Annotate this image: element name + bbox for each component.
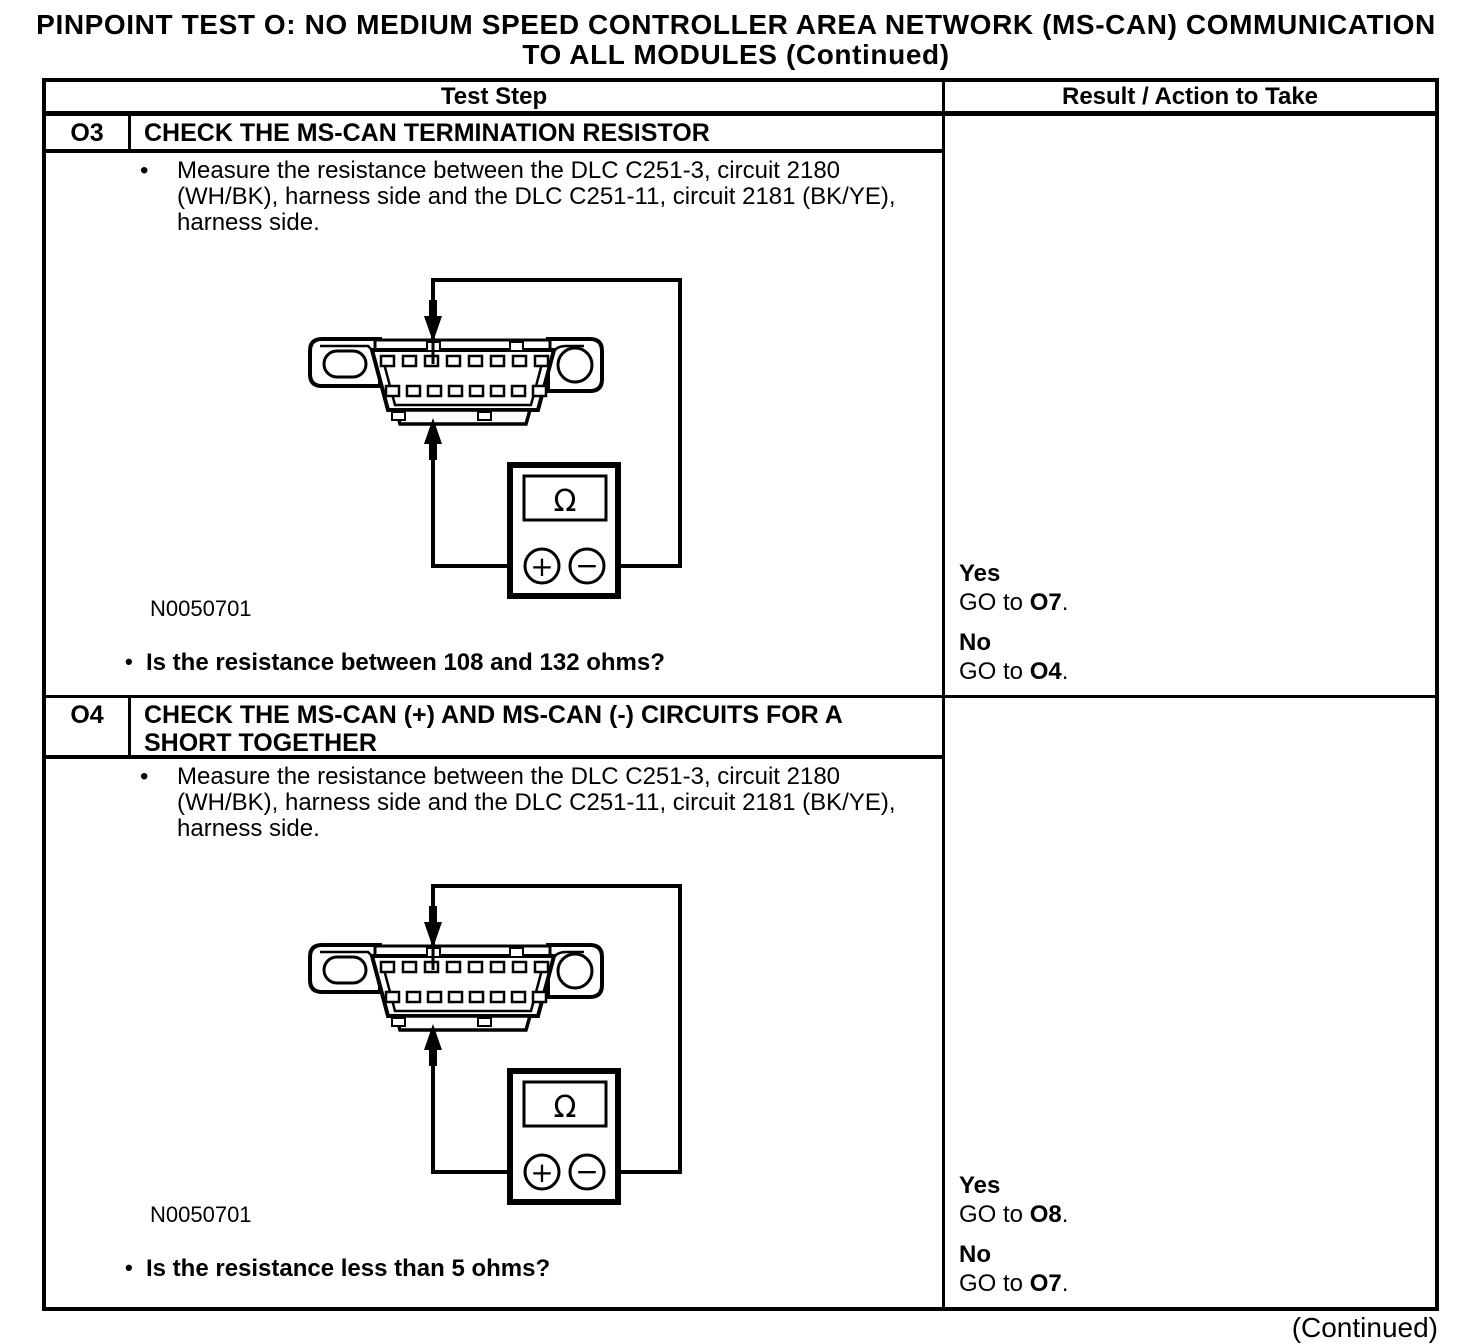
left-tab-slot-hole (324, 351, 366, 377)
page-title (0, 10, 1472, 70)
bullet-icon: • (125, 649, 133, 674)
ohmmeter (510, 1071, 618, 1202)
table-row (46, 695, 1435, 1307)
probe-body-top (429, 906, 437, 924)
table-row (46, 116, 1435, 695)
result-action: GO to O4. (959, 658, 1069, 685)
connector-bottom-lip (396, 1016, 530, 1030)
ohmmeter (510, 465, 618, 596)
bullet-icon: • (140, 763, 149, 790)
minus-terminal-icon: − (575, 549, 599, 582)
result-action: GO to O7. (959, 1270, 1069, 1297)
plus-terminal-icon: + (530, 550, 554, 583)
right-tab-screw-hole (558, 348, 592, 382)
left-tab-slot-hole (324, 957, 366, 983)
column-header-result: Result / Action to Take (1061, 82, 1319, 110)
pinpoint-test-table (42, 78, 1439, 1311)
table-header-row (46, 82, 1435, 116)
step-reference: O7 (1029, 1270, 1062, 1297)
minus-terminal-icon: − (575, 1155, 599, 1188)
question-item (46, 1255, 942, 1283)
result-action: GO to O8. (959, 1201, 1069, 1228)
dlc-connector (310, 339, 602, 424)
step-id-o3: O3 (46, 116, 131, 149)
result-no-group (959, 1240, 1427, 1298)
column-header-test-step: Test Step (46, 82, 945, 111)
figure-label: N0050701 (150, 596, 252, 621)
result-answer: No (959, 1241, 991, 1268)
test-step-cell-o3 (46, 116, 945, 695)
result-action: GO to O7. (959, 589, 1069, 616)
result-answer: No (959, 629, 991, 656)
ohm-symbol: Ω (553, 484, 577, 519)
page-title-line2: TO ALL MODULES (Continued) (522, 39, 950, 70)
step-label-row-o3 (46, 116, 942, 153)
plus-terminal-icon: + (530, 1156, 554, 1189)
ohm-symbol: Ω (553, 1090, 577, 1125)
probe-body-top (429, 300, 437, 318)
step-reference: O7 (1029, 589, 1062, 616)
figure-label: N0050701 (150, 1202, 252, 1227)
result-yes-group (959, 559, 1427, 617)
result-cell-o4 (945, 698, 1435, 1307)
result-answer: Yes (959, 1172, 1001, 1199)
bullet-icon: • (125, 1255, 133, 1280)
step-title-o4: CHECK THE MS-CAN (+) AND MS-CAN (-) CIRCUITS FOR A SHORT TOGETHER (144, 701, 842, 757)
step-label-row-o4 (46, 698, 942, 759)
step-body-o4 (46, 759, 942, 1307)
question-item (46, 649, 942, 677)
right-tab-screw-hole (558, 954, 592, 988)
step-body-o3 (46, 153, 942, 695)
step-title-o3: CHECK THE MS-CAN TERMINATION RESISTOR (144, 119, 710, 147)
result-answer: Yes (959, 560, 1001, 587)
test-step-cell-o4 (46, 698, 945, 1307)
probe-arrow-top (424, 316, 442, 342)
instruction-text: Measure the resistance between the DLC C251-3, circuit 2180 (WH/BK), harness side and the DLC C251-11, circuit 2181 (BK/YE), harness side. (177, 763, 896, 842)
continued-note: (Continued) (1291, 1312, 1438, 1343)
step-reference: O4 (1029, 658, 1062, 685)
connector-bottom-lip (396, 410, 530, 424)
step-id-o4: O4 (46, 698, 131, 755)
dlc-ohmmeter-figure (46, 874, 942, 1226)
page-title-line1: PINPOINT TEST O: NO MEDIUM SPEED CONTROLLER AREA NETWORK (MS-CAN) COMMUNICATION (36, 9, 1436, 40)
question-text: Is the resistance between 108 and 132 ohms? (146, 649, 665, 676)
probe-body-bottom (429, 442, 437, 460)
step-reference: O8 (1029, 1201, 1062, 1228)
probe-arrow-top (424, 922, 442, 948)
result-no-group (959, 628, 1427, 686)
probe-body-bottom (429, 1048, 437, 1066)
question-text: Is the resistance less than 5 ohms? (146, 1255, 551, 1282)
dlc-ohmmeter-drawing (280, 268, 730, 603)
dlc-ohmmeter-drawing (280, 874, 730, 1209)
result-yes-group (959, 1171, 1427, 1229)
instruction-item (46, 158, 942, 236)
dlc-connector (310, 945, 602, 1030)
instruction-item (46, 764, 942, 842)
result-cell-o3 (945, 116, 1435, 695)
instruction-text: Measure the resistance between the DLC C251-3, circuit 2180 (WH/BK), harness side and the DLC C251-11, circuit 2181 (BK/YE), harness side. (177, 157, 896, 236)
dlc-ohmmeter-figure (46, 268, 942, 620)
bullet-icon: • (140, 157, 149, 184)
